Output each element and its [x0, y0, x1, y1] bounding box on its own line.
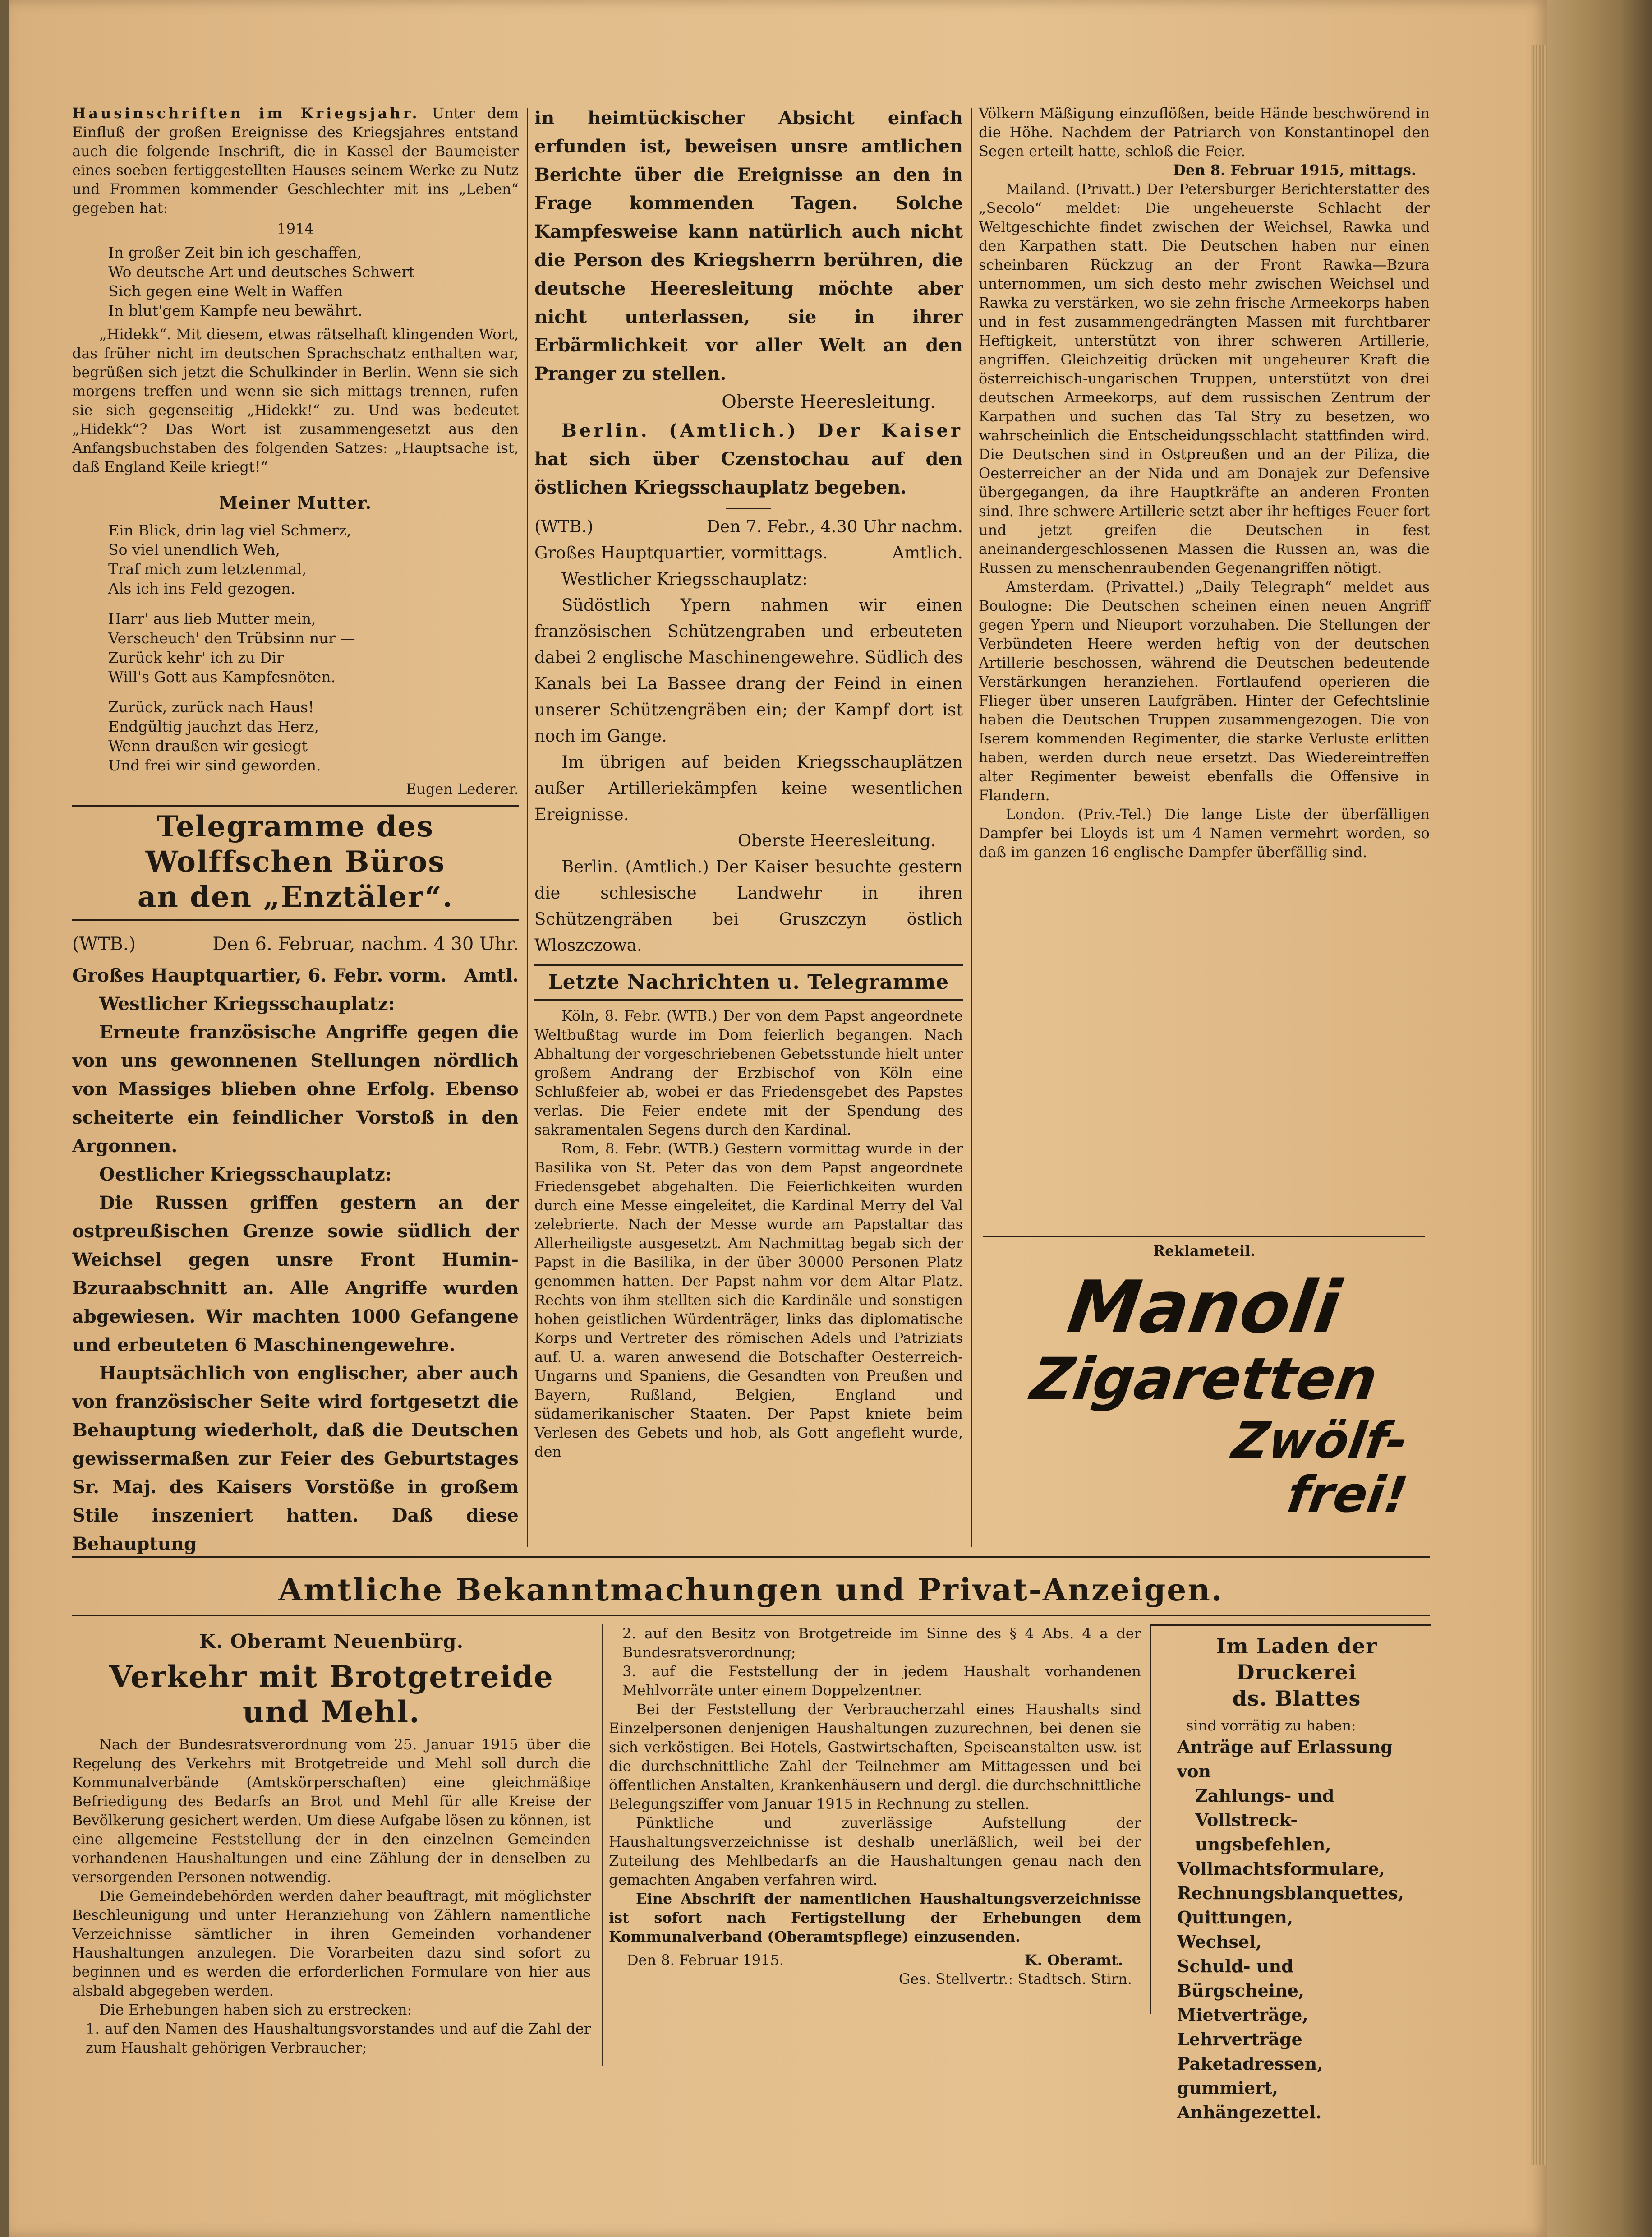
- koeln-text: Köln, 8. Febr. (WTB.) Der von dem Papst angeordnete Weltbußtag wurde im Dom feierlich begangen. Nach Abhaltung der vorgeschriebenen Gebetsstunde hielt unter großem Andrang der Erzbischof von Köln eine Schlußfeier ab, wobei er das Friedensgebet des Papstes verlas. Die Feier endete mit der Spendung des sakramentalen Segens durch den Kardinal.: [534, 1007, 963, 1138]
- poem-stanza-2: [72, 609, 519, 687]
- list-item: Wechsel,: [1177, 1932, 1262, 1952]
- east-text: Die Russen griffen gestern an der ostpreußischen Grenze sowie südlich der Weichsel gegen unsre Front Humin-Bzuraabschnitt an. Alle Angriffe wurden abgewiesen. Wir machten 1000 Gefangene und erbeuteten 6 Maschinengewehre.: [72, 1192, 519, 1356]
- ad-slogan-2: frei!: [1284, 1466, 1411, 1523]
- list-item: Schuld- und Bürgscheine,: [1177, 1956, 1305, 2001]
- list-item: Quittungen,: [1177, 1907, 1293, 1928]
- dateline-time: Den 6. Februar, nachm. 4 30 Uhr.: [212, 934, 519, 955]
- poem-line: In großer Zeit bin ich geschaffen,: [108, 244, 362, 261]
- poem-line: Als ich ins Feld gezogen.: [108, 580, 295, 597]
- column-3: [979, 104, 1430, 1232]
- telegrams-heading-1: Telegramme des Wolffschen Büros: [145, 810, 446, 879]
- list-item: Mietverträge,: [1177, 2005, 1308, 2025]
- dateline-agency: (WTB.): [72, 934, 136, 955]
- notice-p1: Nach der Bundesratsverordnung vom 25. Januar 1915 über die Regelung des Verkehrs mit Brotgetreide und Mehl soll durch die Kommunalverbände (Amtskörperschaften) eine gleichmäßige Befriedigung des Bedarfs an Brot und Mehl für alle Kreise der Bevölkerung gesichert werden. Um diese Aufgabe lösen zu können, ist eine allgemeine Feststellung der in den einzelnen Gemeinden vorhandenen Haushaltungen und eine Zählung der in denselben zu versorgenden Personen notwendig.: [72, 1736, 591, 1886]
- divider: [983, 1236, 1425, 1237]
- section-rule: [72, 1556, 1430, 1558]
- poem-line: Traf mich zum letztenmal,: [108, 560, 307, 578]
- poem-author: Eugen Lederer.: [406, 780, 519, 798]
- date-line: Den 8. Februar 1915, mittags.: [1173, 161, 1416, 179]
- column-rule-2: [971, 108, 972, 1547]
- divider: [726, 508, 771, 509]
- east-heading: Oestlicher Kriegsschauplatz:: [99, 1164, 392, 1185]
- continued-text: in heimtückischer Absicht einfach erfunden ist, beweisen unsre amtlichen Berichte über die Ereignisse an den in Frage kommenden Tagen. Solche Kampfesweise kann natürlich auch nicht die Person des Kriegsherrn berühren, die deutsche Heeresleitung möchte aber nicht unterlassen, sie in ihrer Erbärmlichkeit vor aller Welt an den Pranger zu stellen.: [534, 107, 963, 384]
- west-text: Erneute französische Angriffe gegen die von uns gewonnenen Stellungen nördlich von Massiges blieben ohne Erfolg. Ebenso scheiterte ein feindlicher Vorstoß in den Argonnen.: [72, 1022, 519, 1157]
- divider: [72, 805, 519, 807]
- poem-line: Und frei wir sind geworden.: [108, 756, 321, 774]
- notice-authority: K. Oberamt.: [1024, 1951, 1123, 1969]
- poem-line: In blut'gem Kampfe neu bewährt.: [108, 302, 363, 319]
- book-binding: [1547, 0, 1652, 2237]
- berlin-text: hat sich über Czenstochau auf den östlichen Kriegsschauplatz begeben.: [534, 448, 963, 498]
- list-item: Lehrverträge: [1177, 2029, 1302, 2049]
- list-item: Zahlungs- und Vollstreck-: [1195, 1785, 1334, 1830]
- hq-official: Amtlich.: [892, 543, 963, 563]
- printshop-title-1: Im Laden der Druckerei: [1216, 1634, 1377, 1684]
- signature: Oberste Heeresleitung.: [737, 831, 936, 850]
- poem-year: 1914: [277, 220, 314, 237]
- hq-text: Großes Hauptquartier, 6. Febr. vorm.: [72, 965, 447, 986]
- hq-official: Amtl.: [464, 965, 519, 986]
- poem-inscription: [72, 243, 519, 320]
- article-hidekk: „Hidekk“. Mit diesem, etwas rätselhaft klingenden Wort, das früher nicht im deutschen Sprachschatz enthalten war, begrüßen sich jetzt die Schulkinder in Berlin. Wenn sie sich morgens treffen und wenn sie sich mittags trennen, rufen sie sich gegenseitig „Hidekk!“ zu. Und was bedeutet „Hidekk“? Das Wort ist zusammengesetzt aus den Anfangsbuchstaben des folgenden Satzes: „Hauptsache ist, daß England Keile kriegt!“: [72, 326, 519, 475]
- notice-p4: Bei der Feststellung der Verbraucherzahl eines Haushalts sind Einzelpersonen denjenigen Haushaltungen zuzurechnen, bei denen sie sich verköstigen. Bei Hotels, Gastwirtschaften, Speiseanstalten usw. ist die durchschnittliche Zahl der Teilnehmer am Mittagessen und bei öffentlichen Anstalten, Krankenhäusern und dergl. die durchschnittliche Belegungsziffer vom Januar 1915 in Rechnung zu stellen.: [609, 1701, 1141, 1813]
- list-item: Vollmachtsformulare,: [1177, 1859, 1385, 1879]
- poem-title: Meiner Mutter.: [219, 493, 372, 513]
- divider: [534, 999, 963, 1001]
- dateline-agency: (WTB.): [534, 517, 594, 536]
- poem-line: So viel unendlich Weh,: [108, 541, 280, 558]
- dateline: [72, 930, 519, 959]
- divider: [72, 919, 519, 921]
- printshop-list: [1168, 1735, 1425, 2125]
- list-item: Anträge auf Erlassung von: [1177, 1737, 1393, 1781]
- poem-line: Endgültig jauchzt das Herz,: [108, 718, 319, 735]
- notice-bread: [72, 1624, 591, 2075]
- lower-column-rule: [602, 1624, 603, 2066]
- notice-dateline: [609, 1951, 1141, 1969]
- ad-slogan-1: Zwölf-: [1229, 1411, 1411, 1469]
- column-rule-1: [527, 108, 528, 1547]
- notice-item1: 1. auf den Namen des Haushaltungsvorstandes und auf die Zahl der zum Haushalt gehörigen Verbraucher;: [86, 2020, 591, 2056]
- article-lead: Hausinschriften im Kriegsjahr.: [72, 105, 420, 122]
- poem-line: Wenn draußen wir gesiegt: [108, 737, 308, 755]
- poem-line: Zurück, zurück nach Haus!: [108, 698, 314, 716]
- main-text: Hauptsächlich von englischer, aber auch von französischer Seite wird fortgesetzt die Behauptung wiederholt, daß die Deutschen gewissermaßen zur Feier des Geburtstages Sr. Maj. des Kaisers Vorstöße in großem Stile inszeniert hatten. Daß diese Behauptung: [72, 1363, 519, 1554]
- poem-line: Will's Gott aus Kampfesnöten.: [108, 668, 336, 686]
- article-text: Unter dem Einfluß der großen Ereignisse des Kriegsjahres entstand auch die folgende Inschrift, die in Kassel der Baumeister eines soeben fertiggestellten Hauses seinem Werke zu Nutz und Frommen kommender Geschlechter mit ins „Leben“ gegeben hat:: [72, 105, 519, 217]
- poem-stanza-1: [72, 521, 519, 598]
- ad-brand: Manoli: [1063, 1265, 1346, 1349]
- poem-line: Zurück kehr' ich zu Dir: [108, 649, 284, 666]
- list-item: Rechnungsblanquettes,: [1177, 1883, 1404, 1903]
- notice-item2: 2. auf den Besitz von Brotgetreide im Sinne des § 4 Abs. 4 a der Bundesratsverordnung;: [622, 1625, 1141, 1661]
- west-heading: Westlicher Kriegsschauplatz:: [561, 569, 808, 589]
- hq-text: Großes Hauptquartier, vormittags.: [534, 543, 828, 563]
- notice-p5: Pünktliche und zuverlässige Aufstellung der Haushaltungsverzeichnisse ist deshalb unerläßlich, weil bei der Zuteilung des Mehlbedarfs an die Haushaltungen genau nach den gemachten Angaben verfahren wird.: [609, 1814, 1141, 1888]
- poem-line: Harr' aus lieb Mutter mein,: [108, 610, 316, 627]
- list-item: ungsbefehlen,: [1195, 1834, 1331, 1854]
- printshop-ad: [1155, 1624, 1430, 2122]
- berlin-text-2: Berlin. (Amtlich.) Der Kaiser besuchte gestern die schlesische Landwehr in ihren Schützengräben bei Gruszczyn östlich Wloszczowa.: [534, 857, 963, 955]
- hq-line: [72, 961, 519, 990]
- other-text: Im übrigen auf beiden Kriegsschauplätzen außer Artilleriekämpfen keine wesentlichen Ereignisse.: [534, 752, 963, 824]
- notice-item3: 3. auf die Feststellung der in jedem Haushalt vorhandenen Mehlvorräte unter einem Doppelzentner.: [622, 1663, 1141, 1699]
- notice-title: Verkehr mit Brotgetreide und Mehl.: [109, 1659, 554, 1730]
- london-text: London. (Priv.-Tel.) Die lange Liste der überfälligen Dampfer bei Lloyds ist um 4 Namen vermehrt worden, so daß im ganzen 16 englische Dampfer überfällig sind.: [979, 806, 1430, 861]
- poem-stanza-3: [72, 697, 519, 775]
- notice-bread-continued: [609, 1624, 1141, 2075]
- printshop-title-2: ds. Blattes: [1232, 1686, 1361, 1711]
- west-heading: Westlicher Kriegsschauplatz:: [99, 993, 395, 1015]
- divider: [534, 964, 963, 966]
- manoli-advertisement: [983, 1236, 1425, 1552]
- amsterdam-text: Amsterdam. (Privattel.) „Daily Telegraph“ meldet aus Boulogne: Die Deutschen scheinen einen neuen Angriff gegen Ypern und Nieuport vorzuhaben. Die Stellungen der Verbündeten Heere werden heftig von der deutschen Artillerie beschossen, während die Deutschen bedeutende Verstärkungen heranziehen. Fortlaufend operieren die Flieger über unseren Laufgräben. Hinter der Gefechtslinie haben die Deutschen Truppen zusammengezogen. Die von Iserem kommenden Regimenter, die starke Verluste erlitten haben, werden durch neue ersetzt. Das Wiedereintreffen alter Regimenter beweist ebenfalls die Offensive in Flandern.: [979, 578, 1430, 804]
- continued-text: Völkern Mäßigung einzuflößen, beide Hände beschwörend in die Höhe. Nachdem der Patriarch von Konstantinopel den Segen erteilt hatte, schloß die Feier.: [979, 105, 1430, 160]
- hq-line: [534, 540, 963, 566]
- telegrams-heading-2: an den „Enztäler“.: [137, 880, 454, 914]
- berlin-lead: Berlin. (Amtlich.) Der Kaiser: [561, 420, 963, 441]
- list-item: Paketadressen, gummiert,: [1177, 2053, 1323, 2098]
- section-rule: [72, 1615, 1430, 1616]
- printshop-sub: sind vorrätig zu haben:: [1186, 1717, 1356, 1734]
- ad-product: Zigaretten: [1027, 1346, 1382, 1413]
- notice-office: K. Oberamt Neuenbürg.: [199, 1630, 464, 1652]
- dateline: [534, 514, 963, 540]
- announcements-banner: Amtliche Bekanntmachungen und Privat-Anzeigen.: [278, 1572, 1224, 1608]
- dateline-time: Den 7. Febr., 4.30 Uhr nachm.: [706, 517, 963, 536]
- notice-p6: Eine Abschrift der namentlichen Haushaltungsverzeichnisse ist sofort nach Fertigstellung der Erhebungen dem Kommunalverband (Oberamtspflege) einzusenden.: [609, 1890, 1141, 1945]
- poem-line: Wo deutsche Art und deutsches Schwert: [108, 263, 415, 281]
- signature: Oberste Heeresleitung.: [722, 392, 936, 412]
- poem-line: Verscheuch' den Trübsinn nur —: [108, 629, 355, 647]
- rom-text: Rom, 8. Febr. (WTB.) Gestern vormittag wurde in der Basilika von St. Peter das von dem Papst angeordnete Friedensgebet abgehalten. Die Feierlichkeiten wurden durch eine Messe eingeleitet, die Kardinal Merry del Val zelebrierte. Nach der Messe wurde am Papstaltar das Allerheiligste ausgesetzt. Am Nachmittag begab sich der Papst in die Basilika, in der über 30000 Personen Platz genommen hatten. Der Papst nahm vor dem Altar Platz. Rechts von ihm stellten sich die Kardinäle und sonstigen hohen geistlichen Würdenträger, links das diplomatische Korps und Vertreter des römischen Adels und Patriziats auf. U. a. waren anwesend die Botschafter Oesterreich-Ungarns und Spaniens, die Gesandten von Preußen und Bayern, Rußland, Belgien, England und südamerikanischer Staaten. Der Papst kniete beim Verlesen des Gebets und hob, als Gott angefleht wurde, den: [534, 1140, 963, 1460]
- ad-label: Reklameteil.: [1153, 1242, 1256, 1259]
- list-item: Anhängezettel.: [1177, 2102, 1322, 2122]
- poem-line: Sich gegen eine Welt in Waffen: [108, 282, 343, 300]
- column-1: [72, 104, 519, 1552]
- mailand-text: Mailand. (Privatt.) Der Petersburger Berichterstatter des „Secolo“ meldet: Die ungeheuerste Schlacht der Weltgeschichte findet zwischen der Weichsel, Rawka und den Karpathen statt. Die Deutschen haben nur einen scheinbaren Rückzug an der Front Rawka—Bzura unternommen, um sich desto mehr zwischen Weichsel und Rawka zu verstärken, wo sie zehn frische Armeekorps haben und in fest zusammengedrängten Massen mit furchtbarer Heftigkeit, unterstützt von ihrer schweren Artillerie, angriffen. Gleichzeitig drücken mit ungeheurer Kraft die österreichisch-ungarischen Truppen, unterstützt von drei deutschen Armeekorps, auf dem russischen Zentrum der Karpathen und suchen das Tal Stry zu besetzen, wo wahrscheinlich die Entscheidungsschlacht stattfinden wird. Die Deutschen sind in Ostpreußen und an der Piliza, die Oesterreicher an der Nida und am Donajek zur Defensive übergegangen, da ihre Hauptkräfte an anderen Fronten sind. Ihre schwere Artillerie setzt aber ihr heftiges Feuer fort und jetzt greifen die Deutschen in fest aneinandergeschlossenen Massen die Russen an, was die Russen zu menschenraubenden Gegenangriffen nötigt.: [979, 180, 1430, 577]
- notice-date: Den 8. Februar 1915.: [627, 1951, 784, 1969]
- news-heading: Letzte Nachrichten u. Telegramme: [548, 971, 949, 994]
- notice-p2: Die Gemeindebehörden werden daher beauftragt, mit möglichster Beschleunigung und unter Heranziehung von Zählern namentliche Verzeichnisse sämtlicher in ihren Gemeinden vorhandener Haushaltungen anzulegen. Die Vorarbeiten dazu sind sofort zu beginnen und es werden die erforderlichen Formulare von hier aus alsbald abgegeben werden.: [72, 1887, 591, 1999]
- column-2: [534, 104, 963, 1552]
- notice-signature: Ges. Stellvertr.: Stadtsch. Stirn.: [898, 1970, 1132, 1988]
- page-edges: [1531, 45, 1549, 2165]
- poem-line: Ein Blick, drin lag viel Schmerz,: [108, 521, 351, 539]
- west-text: Südöstlich Ypern nahmen wir einen französischen Schützengraben und erbeuteten dabei 2 englische Maschinengewehre. Südlich des Kanals bei La Bassee drang der Feind in einen unserer Schützengräben ein; der Kampf dort ist noch im Gange.: [534, 595, 963, 746]
- notice-p3: Die Erhebungen haben sich zu erstrecken:: [99, 2001, 412, 2018]
